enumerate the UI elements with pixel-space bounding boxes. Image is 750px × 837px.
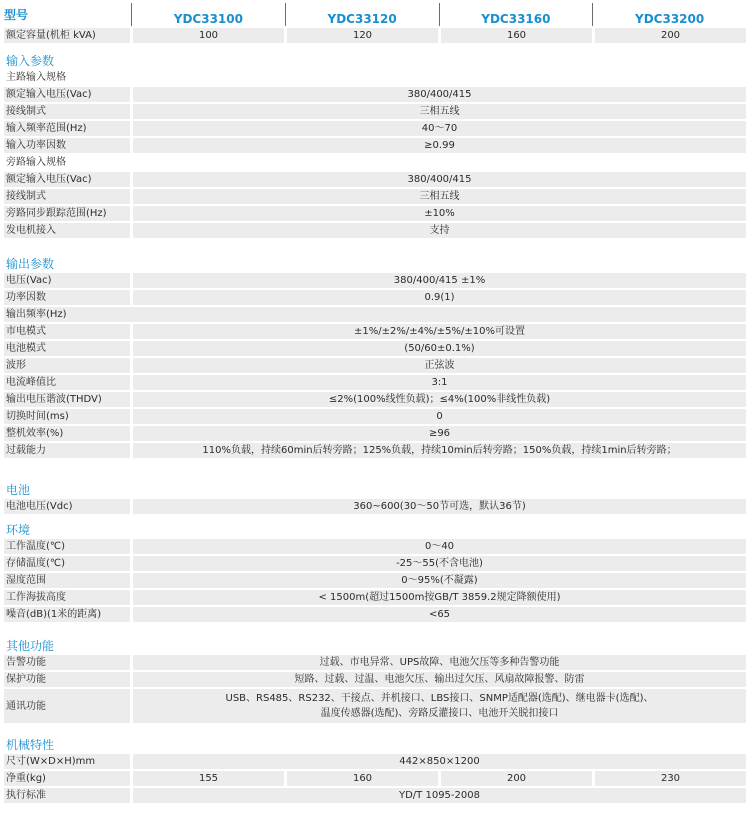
table-row	[4, 426, 746, 443]
row-value: 正弦波	[130, 358, 746, 373]
table-row	[4, 409, 746, 426]
table-row	[4, 324, 746, 341]
row-value: ≤2%(100%线性负载)；≤4%(100%非线性负载)	[130, 392, 746, 407]
row-label: 工作温度(℃)	[6, 541, 66, 552]
model-columns	[131, 0, 746, 28]
row-value: ±1%/±2%/±4%/±5%/±10%可设置	[130, 324, 746, 339]
row-label: 净重(kg)	[6, 773, 46, 784]
model-column: YDC33160	[439, 3, 593, 26]
row-value: ±10%	[130, 206, 746, 221]
row-label: 电流峰值比	[6, 377, 56, 388]
row-value: 360~600(30～50节可选，默认36节)	[130, 499, 746, 514]
table-row	[4, 375, 746, 392]
table-row	[4, 189, 746, 206]
row-value: 短路、过载、过温、电池欠压、输出过欠压、风扇故障报警、防雷	[130, 672, 746, 687]
row-label: 输出频率(Hz)	[6, 309, 67, 320]
row-label: 电池电压(Vdc)	[6, 501, 73, 512]
spec-sheet	[4, 0, 746, 805]
model-column: YDC33200	[592, 3, 746, 26]
row-label: 市电模式	[6, 326, 46, 337]
table-row	[4, 358, 746, 375]
row-label: 执行标准	[6, 790, 46, 801]
row-value: 三相五线	[130, 189, 746, 204]
table-row	[4, 556, 746, 573]
row-value: <65	[130, 607, 746, 622]
table-row	[4, 539, 746, 556]
table-row	[4, 307, 746, 324]
table-row	[4, 754, 746, 771]
table-row	[4, 206, 746, 223]
table-row	[4, 672, 746, 689]
cell-value: 100	[130, 28, 284, 43]
row-label: 工作海拔高度	[6, 592, 66, 603]
row-label: 发电机接入	[6, 225, 56, 236]
table-row	[4, 443, 746, 460]
row-label: 功率因数	[6, 292, 46, 303]
table-row	[4, 223, 746, 240]
row-label: 输入功率因数	[6, 140, 66, 151]
section-title: 环境	[6, 523, 31, 537]
table-header	[4, 0, 746, 28]
model-column: YDC33120	[285, 3, 439, 26]
table-row	[4, 499, 746, 516]
table-row	[4, 655, 746, 672]
table-row	[4, 573, 746, 590]
row-value: ≥0.99	[130, 138, 746, 153]
section-title: 其他功能	[6, 639, 55, 653]
table-row	[4, 121, 746, 138]
table-row	[4, 28, 746, 45]
table-row	[4, 70, 746, 87]
section-title: 电池	[6, 483, 31, 497]
row-label: 保护功能	[6, 674, 46, 685]
row-label: 存储温度(℃)	[6, 558, 66, 569]
row-label: 尺寸(W×D×H)mm	[6, 756, 96, 767]
row-label: 波形	[6, 360, 26, 371]
table-row	[4, 771, 746, 788]
row-value: 442×850×1200	[130, 754, 746, 769]
row-label: 旁路同步跟踪范围(Hz)	[6, 208, 107, 219]
table-row	[4, 87, 746, 104]
row-value: 0.9(1)	[130, 290, 746, 305]
cell-value: 200	[592, 28, 746, 43]
cell-value: 155	[130, 771, 284, 786]
section-title: 输出参数	[6, 257, 55, 271]
row-value: 支持	[130, 223, 746, 238]
section-title: 输入参数	[6, 54, 55, 68]
table-row	[4, 341, 746, 358]
table-row	[4, 788, 746, 805]
row-value: 0	[130, 409, 746, 424]
cell-value: 200	[438, 771, 592, 786]
cell-value: 230	[592, 771, 746, 786]
table-row	[4, 273, 746, 290]
row-label: 输出电压谐波(THDV)	[6, 394, 102, 405]
table-row	[4, 104, 746, 121]
comm-line-2: 温度传感器(选配)、旁路反灌接口、电池开关脱扣接口	[320, 708, 559, 719]
cell-value: 160	[284, 771, 438, 786]
row-label: 主路输入规格	[6, 72, 66, 83]
table-row	[4, 392, 746, 409]
row-label: 额定输入电压(Vac)	[6, 174, 92, 185]
row-label: 额定容量(机柜 kVA)	[6, 30, 96, 41]
row-label: 电池模式	[6, 343, 46, 354]
row-label: 旁路输入规格	[6, 157, 66, 168]
row-value: 0～40	[130, 539, 746, 554]
row-label: 噪音(dB)(1米的距离)	[6, 609, 102, 620]
section-title: 机械特性	[6, 738, 55, 752]
row-value: ≥96	[130, 426, 746, 441]
cell-value: 160	[438, 28, 592, 43]
table-row	[4, 590, 746, 607]
row-label: 整机效率(%)	[6, 428, 64, 439]
table-row	[4, 155, 746, 172]
row-value: (50/60±0.1%)	[130, 341, 746, 356]
row-value: 380/400/415	[130, 87, 746, 102]
row-label: 过载能力	[6, 445, 46, 456]
row-value: 110%负载，持续60min后转旁路；125%负载，持续10min后转旁路；150%负载，持续1min后转旁路；	[130, 443, 746, 458]
row-label: 切换时间(ms)	[6, 411, 69, 422]
row-value: YD/T 1095-2008	[130, 788, 746, 803]
row-label: 额定输入电压(Vac)	[6, 89, 92, 100]
row-value: 380/400/415 ±1%	[130, 273, 746, 288]
row-value: 三相五线	[130, 104, 746, 119]
row-label: 通讯功能	[6, 700, 46, 712]
comm-line-1: USB、RS485、RS232、干接点、并机接口、LBS接口、SNMP适配器(选配)、继电器卡(选配)、	[225, 693, 654, 704]
row-label: 告警功能	[6, 657, 46, 668]
row-value: 0～95%(不凝露)	[130, 573, 746, 588]
model-label: 型号	[4, 8, 29, 22]
model-column: YDC33100	[131, 3, 285, 26]
row-label: 接线制式	[6, 106, 46, 117]
table-row	[4, 290, 746, 307]
row-value: 40～70	[130, 121, 746, 136]
table-row	[4, 689, 746, 725]
row-value: 380/400/415	[130, 172, 746, 187]
row-label: 输入频率范围(Hz)	[6, 123, 87, 134]
row-value: 过载、市电异常、UPS故障、电池欠压等多种告警功能	[130, 655, 746, 670]
row-value: -25～55(不含电池)	[130, 556, 746, 571]
row-label: 电压(Vac)	[6, 275, 52, 286]
table-row	[4, 607, 746, 624]
cell-value: 120	[284, 28, 438, 43]
row-value: < 1500m(超过1500m按GB/T 3859.2规定降额使用)	[130, 590, 746, 605]
row-label: 接线制式	[6, 191, 46, 202]
row-label: 湿度范围	[6, 575, 46, 586]
row-value	[130, 689, 746, 723]
table-row	[4, 138, 746, 155]
row-value: 3:1	[130, 375, 746, 390]
table-row	[4, 172, 746, 189]
